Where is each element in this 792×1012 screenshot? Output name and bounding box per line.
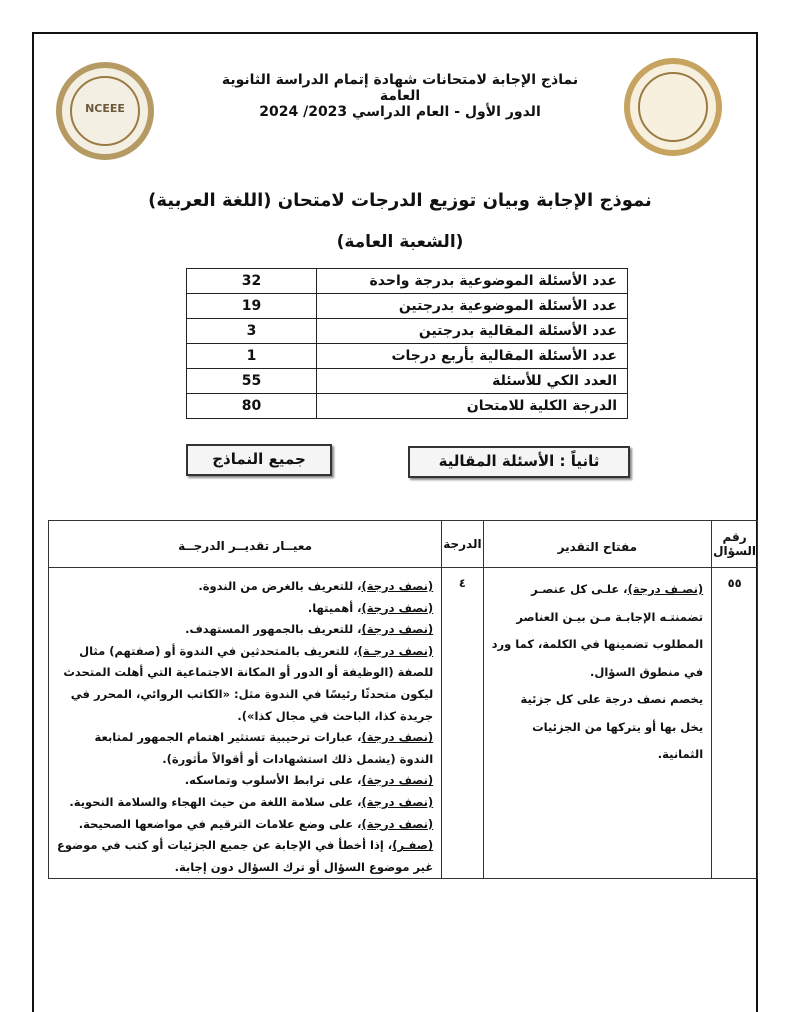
models-label: جميع النماذج (186, 444, 332, 476)
count-row (187, 394, 628, 419)
score-portion-label: (نصف درجة) (361, 579, 434, 593)
header-grading-key: مفتاح التقدير (483, 521, 712, 568)
criteria-line (57, 792, 433, 814)
score-portion-label: (نصـف درجة) (627, 582, 704, 596)
count-value: 55 (187, 369, 317, 394)
grading-key-line (492, 686, 704, 714)
line-text: المطلوب تضمينها في الكلمة، كما ورد (491, 637, 704, 651)
grading-key-line (492, 576, 704, 604)
line-text: ، للتعريف بالمتحدثين في الندوة أو (صفتهم) مثال (79, 643, 358, 658)
count-value: 19 (187, 294, 317, 319)
line-text: ، إذا أخطأ في الإجابة عن جميع الجزئيات أو كتب في موضوع (57, 838, 393, 853)
line-text: ، على سلامة اللغة من حيث الهجاء والسلامة النحوية. (69, 794, 362, 809)
line-text: ، على ترابط الأسلوب وتماسكه. (184, 773, 362, 788)
ministry-of-education-seal (624, 58, 722, 156)
section-label-essay: ثانياً : الأسئلة المقالية (408, 446, 630, 478)
count-label: عدد الأسئلة الموضوعية بدرجة واحدة (317, 269, 628, 294)
line-text: يخصم نصف درجة على كل جزئية (520, 692, 704, 706)
count-row (187, 294, 628, 319)
line-text: غير موضوع السؤال أو ترك السؤال دون إجابة. (174, 859, 434, 874)
header-question-number: رقم السؤال (712, 521, 758, 568)
line-text: للصفة (الوظيفة أو الدور أو المكانة الاجتماعية التي أهلت المتحدث (63, 665, 434, 680)
grading-key-line (492, 714, 704, 742)
score-portion-label: (نصف درجة) (361, 600, 434, 615)
criteria-line (57, 598, 433, 620)
grading-key-line (492, 659, 704, 687)
criteria-line (57, 727, 433, 749)
count-label: عدد الأسئلة الموضوعية بدرجتين (317, 294, 628, 319)
line-text: ، عبارات ترحيبية تستثير اهتمام الجمهور لمتابعة (94, 730, 362, 745)
line-text: الثمانية. (657, 747, 704, 761)
criteria-line (57, 619, 433, 641)
score-portion-label: (نصف درجـة) (357, 643, 434, 658)
criteria-line (57, 749, 433, 771)
score-cell: ٤ (442, 568, 483, 879)
score-portion-label: (نصف درجة) (361, 816, 434, 831)
question-number: ٥٥ (712, 568, 758, 879)
line-text: ، للتعريف بالجمهور المستهدف. (185, 622, 362, 637)
count-label: عدد الأسئلة المقالية بأربع درجات (317, 344, 628, 369)
score-portion-label: (نصف درجة) (361, 794, 434, 809)
grading-key-line (492, 741, 704, 769)
grading-key-cell (483, 568, 712, 879)
line-text: ، للتعريف بالغرض من الندوة. (198, 579, 362, 593)
count-label: العدد الكي للأسئلة (317, 369, 628, 394)
count-label: الدرجة الكلية للامتحان (317, 394, 628, 419)
line-text: في منطوق السؤال. (589, 664, 704, 679)
nceee-logo-text: NCEEE (85, 102, 125, 115)
count-row (187, 369, 628, 394)
grading-key-line (492, 604, 704, 632)
count-value: 80 (187, 394, 317, 419)
page-title: نموذج الإجابة وبيان توزيع الدرجات لامتحان (اللغة العربية) (148, 190, 652, 211)
page-subtitle: (الشعبة العامة) (336, 232, 464, 252)
line-text: ليكون متحدثًا رئيسًا في الندوة مثل: «الكاتب الروائي، المحرر في (70, 686, 434, 701)
criteria-line (57, 770, 433, 792)
grading-table (48, 520, 758, 879)
line-text: يخل بها أو يتركها من الجزئيات (532, 719, 704, 734)
criteria-line (57, 641, 433, 663)
header-grading-criteria: معيــار تقديــر الدرجــة (49, 521, 442, 568)
header-line-2: الدور الأول - العام الدراسي 2023/ 2024 (259, 104, 541, 120)
table-row (49, 568, 758, 879)
score-portion-label: (نصف درجة) (361, 622, 434, 637)
count-row (187, 319, 628, 344)
criteria-line (57, 857, 433, 879)
grading-key-line (492, 631, 704, 659)
line-text: ، أهميتها. (307, 600, 362, 615)
count-label: عدد الأسئلة المقالية بدرجتين (317, 319, 628, 344)
line-text: ، على وضع علامات الترقيم في مواضعها الصحيحة. (78, 816, 362, 831)
criteria-line (57, 706, 433, 728)
line-text: تضمنتـه الإجابـة مـن بيـن العناصر (516, 609, 704, 624)
grading-criteria-cell (49, 568, 442, 879)
criteria-line (57, 684, 433, 706)
criteria-line (57, 835, 433, 857)
count-row (187, 344, 628, 369)
count-value: 3 (187, 319, 317, 344)
line-text: ، علـى كل عنصـر (531, 582, 628, 596)
criteria-line (57, 814, 433, 836)
question-counts-table (186, 268, 628, 419)
header-score: الدرجة (442, 521, 483, 568)
criteria-line (57, 662, 433, 684)
line-text: الندوة (يشمل ذلك استشهادات أو أقوالاً مأثورة). (162, 751, 434, 766)
score-portion-label: (صفـر) (392, 838, 434, 853)
count-value: 1 (187, 344, 317, 369)
criteria-line (57, 576, 433, 598)
header-line-1: نماذج الإجابة لامتحانات شهادة إتمام الدراسة الثانوية العامة (221, 72, 579, 104)
count-value: 32 (187, 269, 317, 294)
count-row (187, 269, 628, 294)
score-portion-label: (نصف درجة) (361, 773, 434, 788)
line-text: جريدة كذا، الباحث في مجال كذا»). (237, 708, 434, 723)
nceee-logo (56, 62, 154, 160)
score-portion-label: (نصف درجة) (361, 730, 434, 745)
